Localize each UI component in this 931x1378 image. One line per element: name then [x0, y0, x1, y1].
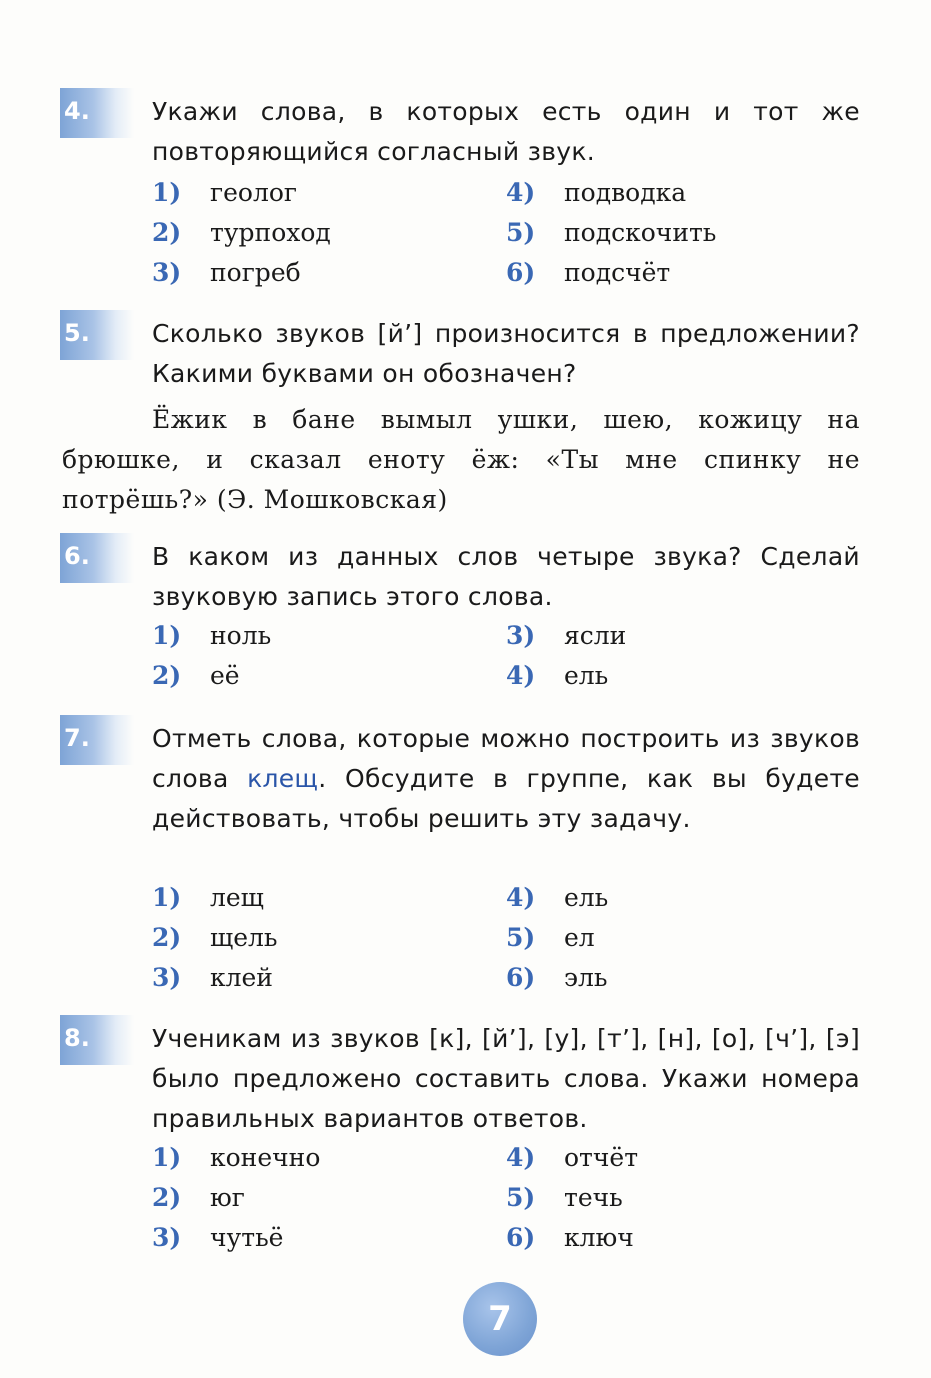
option: 4) ель [506, 661, 609, 690]
poem-quote: Ёжик в бане вымыл ушки, шею, кожицу на брюшке, и сказал еноту ёж: «Ты мне спинку не потрёшь?» (Э. Мошковская) [62, 405, 860, 514]
option: 1) лещ [152, 883, 264, 912]
task-number-badge: 8. [60, 1015, 134, 1065]
option: 2) турпоход [152, 218, 331, 247]
task-number-badge: 6. [60, 533, 134, 583]
option: 2) юг [152, 1183, 245, 1212]
task-question: Отметь слова, которые можно построить из звуков слова клещ. Обсудите в группе, как вы будете действовать, чтобы решить эту задачу. [152, 724, 860, 833]
task-number-badge: 4. [60, 88, 134, 138]
task-number-badge: 7. [60, 715, 134, 765]
option: 1) ноль [152, 621, 272, 650]
option: 3) клей [152, 963, 273, 992]
option: 6) подсчёт [506, 258, 671, 287]
option: 3) погреб [152, 258, 301, 287]
option: 6) ключ [506, 1223, 634, 1252]
option: 4) ель [506, 883, 609, 912]
option: 4) отчёт [506, 1143, 639, 1172]
task-question: Укажи слова, в которых есть один и тот же повторяющийся согласный звук. [152, 97, 860, 166]
option: 5) течь [506, 1183, 623, 1212]
task-question: Ученикам из звуков [к], [й’], [у], [т’], [н], [о], [ч’], [э] было предложено составить слова. Укажи номера правильных вариантов ответов. [152, 1024, 860, 1133]
task-question: В каком из данных слов четыре звука? Сделай звуковую запись этого слова. [152, 542, 860, 611]
option: 2) её [152, 661, 240, 690]
option: 3) ясли [506, 621, 627, 650]
option: 1) геолог [152, 178, 297, 207]
option: 1) конечно [152, 1143, 321, 1172]
option: 3) чутьё [152, 1223, 284, 1252]
page-number: 7 [463, 1282, 537, 1356]
option: 5) подскочить [506, 218, 717, 247]
option: 4) подводка [506, 178, 687, 207]
task-question: Сколько звуков [й’] произносится в предложении? Какими буквами он обозначен? [152, 319, 860, 388]
option: 2) щель [152, 923, 278, 952]
option: 5) ел [506, 923, 595, 952]
task-number-badge: 5. [60, 310, 134, 360]
highlighted-word: клещ [247, 764, 319, 793]
option: 6) эль [506, 963, 608, 992]
